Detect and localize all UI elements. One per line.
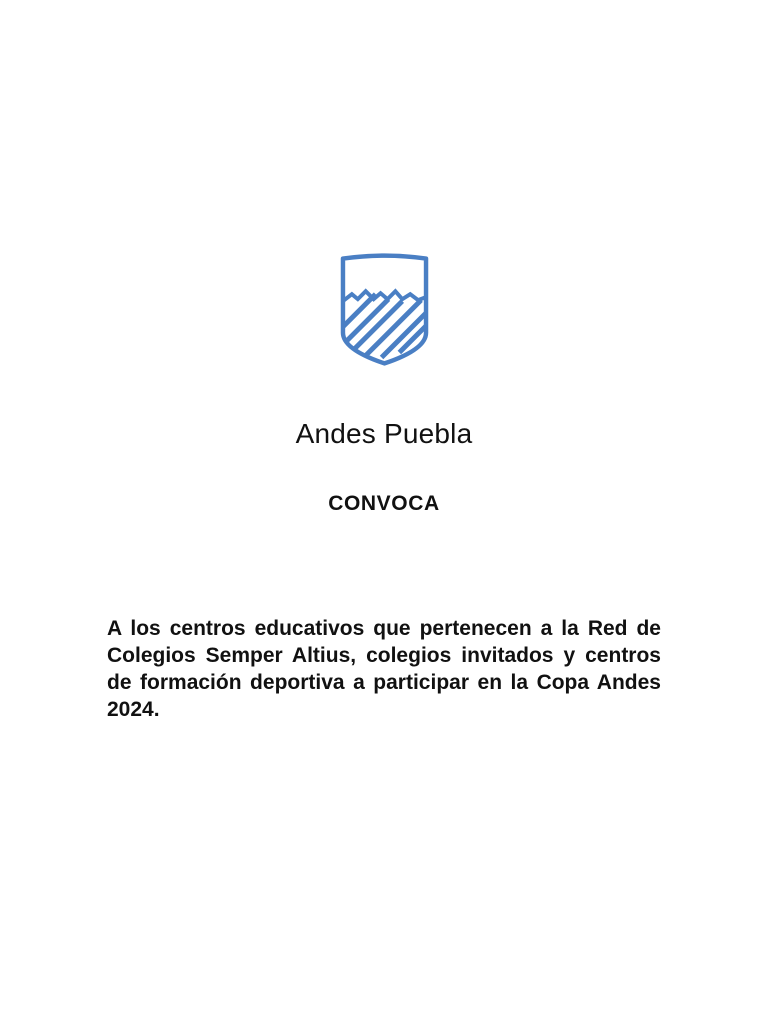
- section-heading: CONVOCA: [328, 492, 440, 515]
- body-paragraph: A los centros educativos que pertenecen a la Red de Colegios Semper Altius, colegios invitados y centros de formación deportiva a participar en la Copa Andes 2024.: [107, 617, 661, 721]
- page-title: Andes Puebla: [295, 418, 473, 449]
- shield-mountain-logo-icon: [340, 253, 429, 367]
